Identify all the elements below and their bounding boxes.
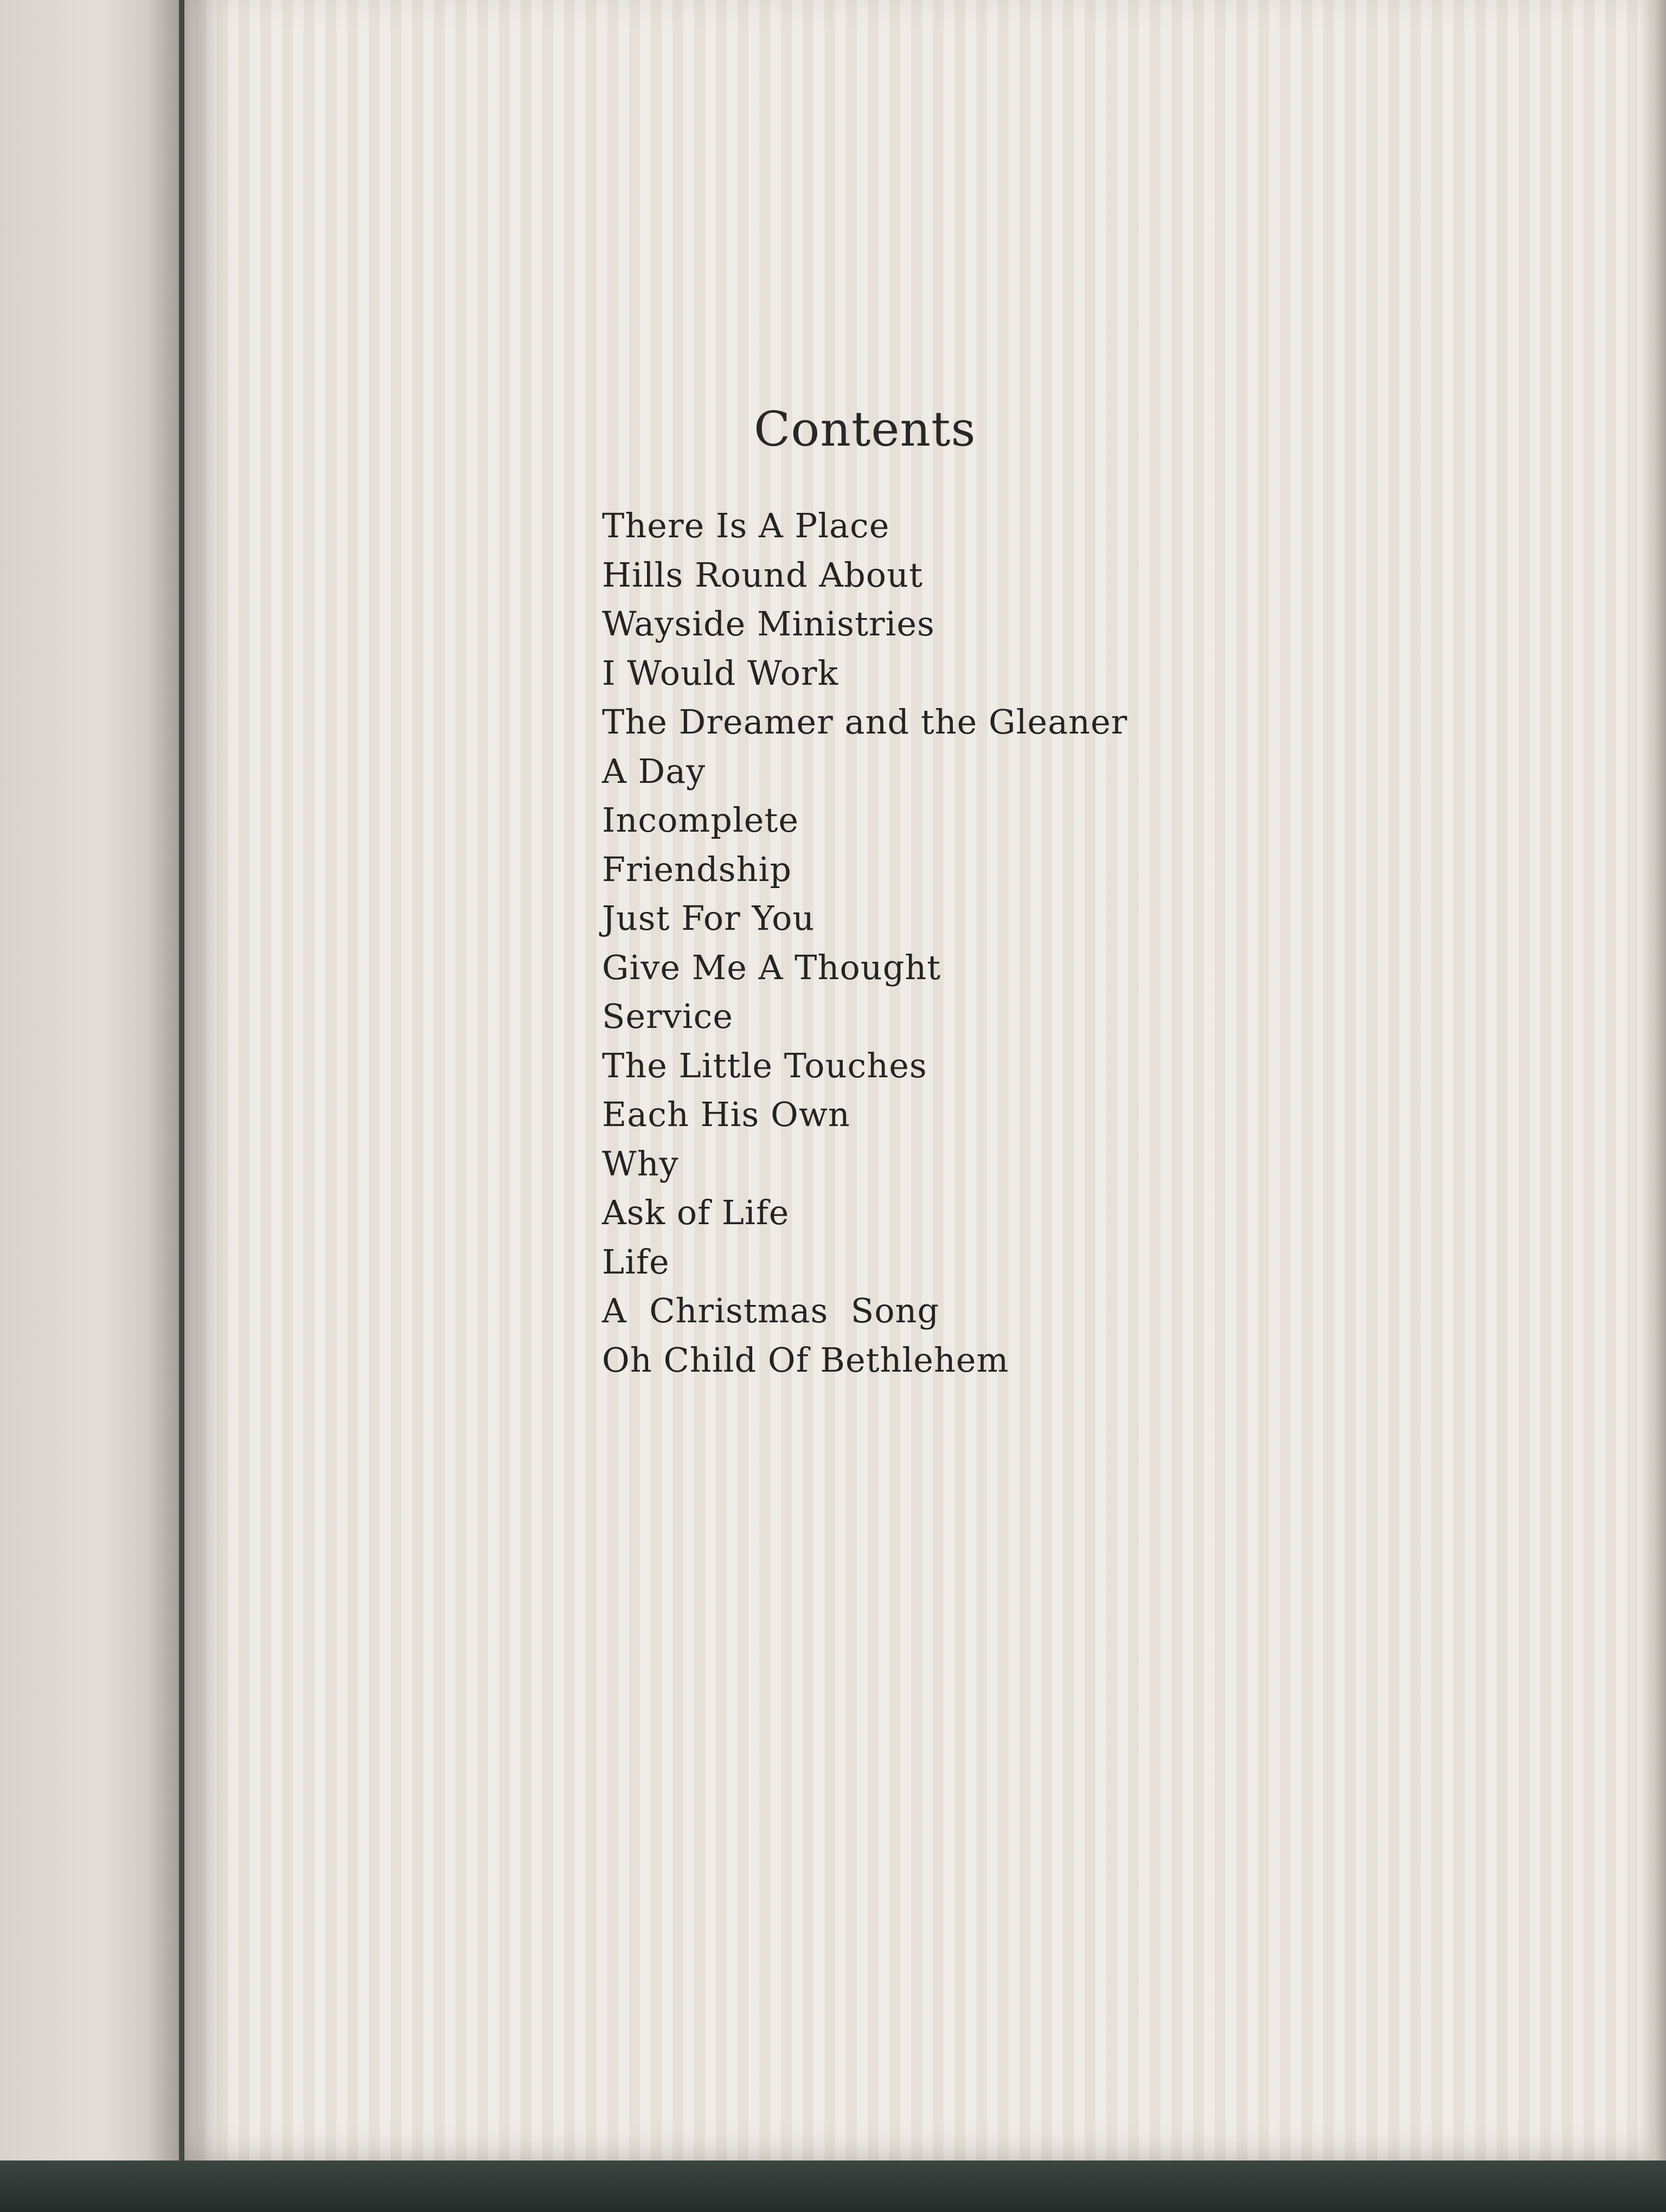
contents-entry: Life [602, 1242, 670, 1282]
contents-entry: Wayside Ministries [602, 604, 935, 644]
contents-entry: Service [602, 996, 734, 1036]
book-cover-edge [0, 2160, 1666, 2212]
contents-entry: The Dreamer and the Gleaner [602, 702, 1128, 742]
contents-entry: Incomplete [602, 800, 799, 840]
contents-list [602, 501, 1127, 1385]
contents-entry: I Would Work [602, 653, 839, 693]
gutter-shadow [146, 0, 222, 2169]
contents-entry: Why [602, 1143, 679, 1184]
contents-entry: There Is A Place [602, 506, 890, 545]
contents-entry: Hills Round About [602, 555, 923, 595]
contents-entry: A Day [602, 751, 706, 791]
contents-entry: Give Me A Thought [602, 947, 941, 987]
contents-entry: A Christmas Song [602, 1291, 940, 1330]
contents-entry: Ask of Life [602, 1193, 790, 1232]
contents-entry: Friendship [602, 849, 792, 889]
contents-entry: Just For You [602, 898, 815, 938]
page-edge [1638, 0, 1666, 2160]
contents-heading: Contents [754, 401, 976, 457]
contents-entry: The Little Touches [602, 1045, 927, 1085]
contents-entry: Oh Child Of Bethlehem [602, 1340, 1009, 1380]
contents-entry: Each His Own [602, 1095, 850, 1134]
